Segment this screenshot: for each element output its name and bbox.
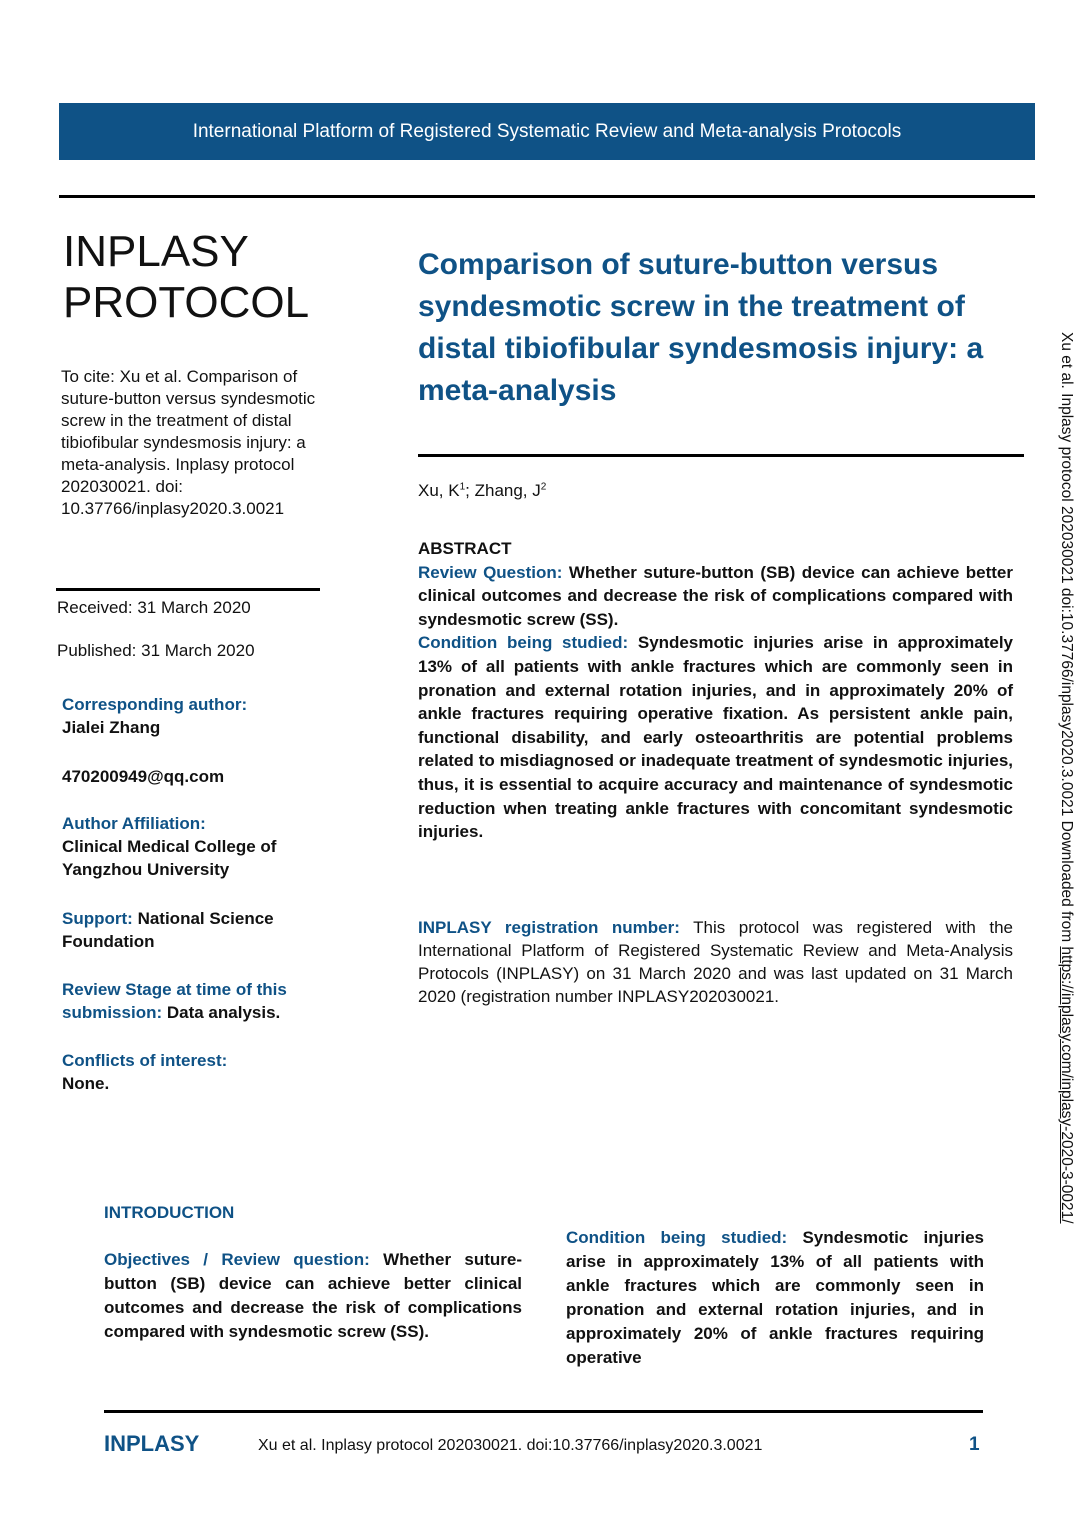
support-text: National Science Foundation [62,909,274,951]
paper-title: Comparison of suture-button versus syndesmotic screw in the treatment of distal tibiofibular syndesmosis injury: a meta-analysis [418,248,984,407]
footer-rule [104,1410,983,1413]
abstract-heading: ABSTRACT [418,539,512,558]
review-stage-label: Review Stage at time of this submission: [62,980,287,1022]
review-stage-text: Data analysis. [166,1003,281,1022]
objectives-text: Whether suture-button (SB) device can achieve better clinical outcomes and decrease the risk of complications compared with syndesmotic screw (SS). [104,1250,522,1341]
affiliation-text: Clinical Medical College of Yangzhou University [62,837,277,879]
intro-condition-text: Syndesmotic injuries arise in approximately 13% of all patients with ankle fractures which are commonly seen in pronation and external rotation injuries, and in approximately 20% of ankle fractures requiring operative [566,1228,984,1367]
support-label: Support: [62,909,133,928]
intro-condition-label: Condition being studied: [566,1228,788,1247]
sidebar-rule [56,588,320,591]
header-banner: International Platform of Registered Systematic Review and Meta-analysis Protocols [59,103,1035,160]
intro-objectives [104,1248,522,1344]
download-notice-text: Xu et al. Inplasy protocol 202030021 doi:10.37766/inplasy2020.3.0021 Downloaded from [1058,332,1075,947]
footer-citation: Xu et al. Inplasy protocol 202030021. doi:10.37766/inplasy2020.3.0021 [258,1437,763,1454]
download-notice [1057,332,1075,1432]
review-stage [62,978,342,1024]
condition-label: Condition being studied: [418,633,629,653]
conflicts-label: Conflicts of interest: [62,1051,228,1070]
support-info [62,907,332,953]
author-affiliation [62,812,332,881]
review-question-label: Review Question: [418,562,563,582]
intro-condition [566,1226,984,1370]
brand-line-1: INPLASY [63,227,249,276]
author-1: Xu, K [418,481,460,500]
page-number: 1 [969,1434,980,1455]
author-separator: ; [465,481,475,500]
conflicts-of-interest [62,1049,342,1095]
citation-text: To cite: Xu et al. Comparison of suture-button versus syndesmotic screw in the treatment of distal tibiofibular syndesmosis injury: a meta-analysis. Inplasy protocol 202030021. doi: 10.37766/inplasy2020.3.0021 [61,367,316,518]
registration-label: INPLASY registration number: [418,918,680,937]
author-1-sup: 1 [459,481,466,493]
author-email: 470200949@qq.com [62,767,225,786]
top-rule [59,195,1035,198]
objectives-label: Objectives / Review question: [104,1250,370,1269]
brand-line-2: PROTOCOL [63,278,310,327]
condition-text: Syndesmotic injuries arise in approximately 13% of all patients with ankle fractures which are commonly seen in pronation and external rotation injuries, and in approximately 20% of ankle fractures requiring operative fixation. As persistent ankle pain, functional disability, and early osteoarthritis are potential problems related to misdiagnosed or inadequate treatment of syndesmotic injuries, thus, it is essential to acquire accuracy and maintenance of syndesmotic reduction when treating ankle fractures with concomitant syndesmotic injuries. [418,633,1013,842]
download-link[interactable]: https://inplasy.com/inplasy-2020-3-0021/ [1058,946,1075,1224]
footer-brand: INPLASY [104,1431,200,1456]
published-date: Published: 31 March 2020 [57,641,255,660]
title-rule [418,454,1024,457]
review-question-text: Whether suture-button (SB) device can achieve better clinical outcomes and decrease the risk of complications compared with syndesmotic screw (SS). [418,562,1014,629]
inplasy-protocol-heading [63,226,309,328]
author-list [418,481,546,501]
author-2: Zhang, J [474,481,541,500]
corresponding-author-name: Jialei Zhang [62,718,161,737]
introduction-heading: INTRODUCTION [104,1203,235,1222]
abstract-condition [418,631,1013,843]
received-date: Received: 31 March 2020 [57,598,251,617]
corresponding-author [62,693,342,739]
abstract-section [418,537,1013,844]
registration-info [418,916,1013,1008]
corresponding-author-label: Corresponding author: [62,695,248,714]
affiliation-label: Author Affiliation: [62,814,206,833]
registration-text: This protocol was registered with the International Platform of Registered Systematic Review and Meta-Analysis Protocols (INPLASY) on 31 March 2020 and was last updated on 31 March 2020 (registration number INPLASY202030021. [418,918,1013,1006]
conflicts-text: None. [62,1074,110,1093]
abstract-review-question [418,561,1013,632]
author-2-sup: 2 [540,481,547,493]
